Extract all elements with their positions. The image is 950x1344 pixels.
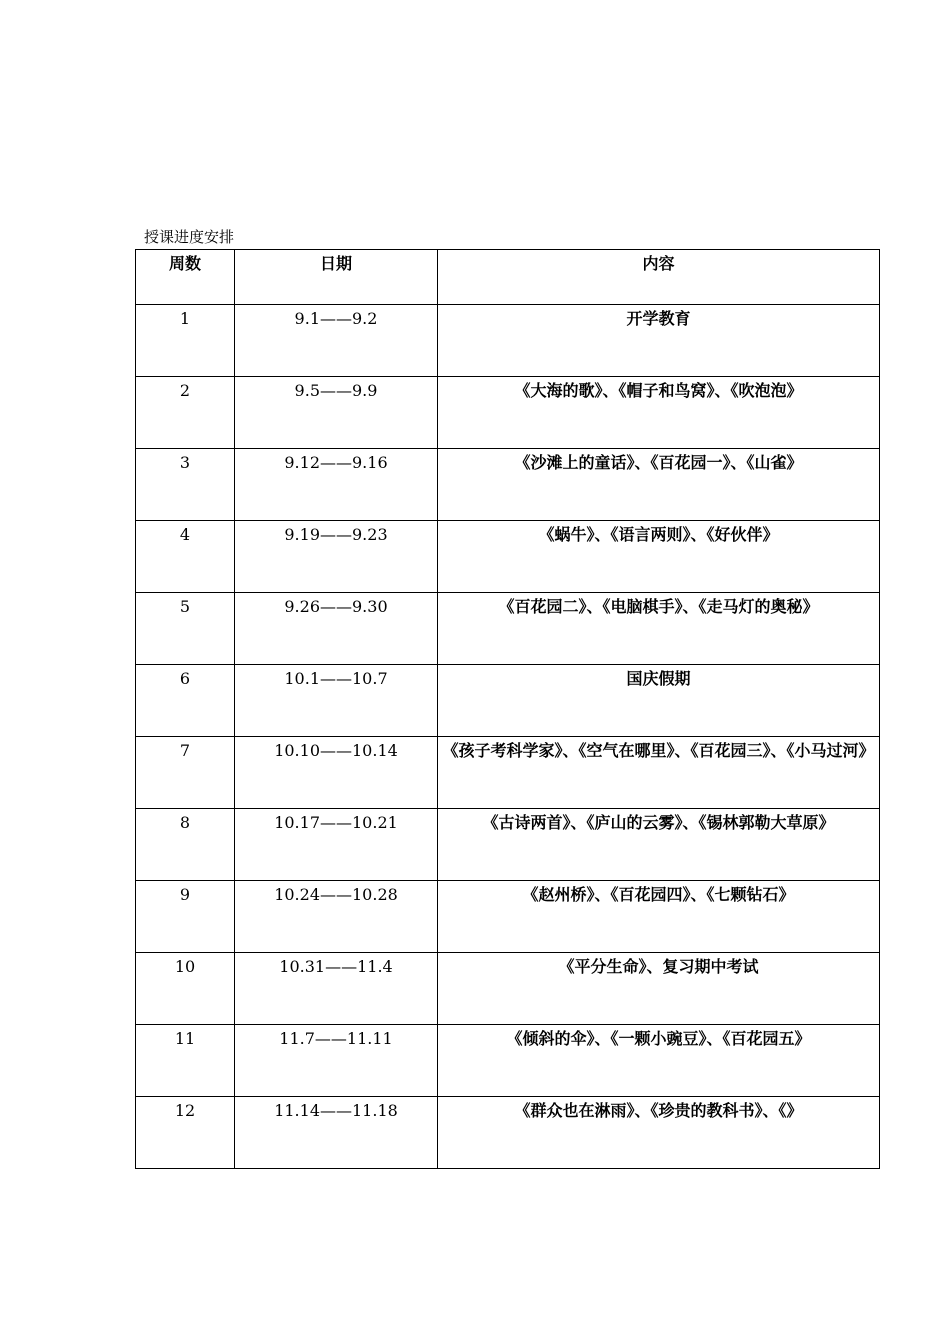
week-cell: 2 xyxy=(136,377,235,449)
content-cell: 开学教育 xyxy=(438,305,880,377)
date-cell: 10.24——10.28 xyxy=(235,881,438,953)
date-cell: 10.31——11.4 xyxy=(235,953,438,1025)
date-cell: 9.1——9.2 xyxy=(235,305,438,377)
week-cell: 10 xyxy=(136,953,235,1025)
table-row xyxy=(136,665,880,737)
table-row xyxy=(136,953,880,1025)
content-cell: 《大海的歌》、《帽子和鸟窝》、《吹泡泡》 xyxy=(438,377,880,449)
date-cell: 9.5——9.9 xyxy=(235,377,438,449)
content-cell: 《古诗两首》、《庐山的云雾》、《锡林郭勒大草原》 xyxy=(438,809,880,881)
table-row xyxy=(136,737,880,809)
date-cell: 10.10——10.14 xyxy=(235,737,438,809)
table-row xyxy=(136,593,880,665)
date-cell: 9.19——9.23 xyxy=(235,521,438,593)
date-cell: 9.12——9.16 xyxy=(235,449,438,521)
week-cell: 8 xyxy=(136,809,235,881)
week-cell: 6 xyxy=(136,665,235,737)
header-content: 内容 xyxy=(438,250,880,305)
header-week: 周数 xyxy=(136,250,235,305)
week-cell: 11 xyxy=(136,1025,235,1097)
table-row xyxy=(136,1025,880,1097)
week-cell: 9 xyxy=(136,881,235,953)
date-cell: 10.17——10.21 xyxy=(235,809,438,881)
table-row xyxy=(136,809,880,881)
content-cell: 《百花园二》、《电脑棋手》、《走马灯的奥秘》 xyxy=(438,593,880,665)
content-cell: 《赵州桥》、《百花园四》、《七颗钻石》 xyxy=(438,881,880,953)
header-date: 日期 xyxy=(235,250,438,305)
date-cell: 11.7——11.11 xyxy=(235,1025,438,1097)
week-cell: 3 xyxy=(136,449,235,521)
table-row xyxy=(136,521,880,593)
content-cell: 《群众也在淋雨》、《珍贵的教科书》、《》 xyxy=(438,1097,880,1169)
header-row xyxy=(136,250,880,305)
content-cell: 《孩子考科学家》、《空气在哪里》、《百花园三》、《小马过河》 xyxy=(438,737,880,809)
week-cell: 5 xyxy=(136,593,235,665)
week-cell: 12 xyxy=(136,1097,235,1169)
week-cell: 7 xyxy=(136,737,235,809)
week-cell: 4 xyxy=(136,521,235,593)
date-cell: 9.26——9.30 xyxy=(235,593,438,665)
content-cell: 《沙滩上的童话》、《百花园一》、《山雀》 xyxy=(438,449,880,521)
content-cell: 《平分生命》、复习期中考试 xyxy=(438,953,880,1025)
table-row xyxy=(136,1097,880,1169)
table-caption: 授课进度安排 xyxy=(144,228,235,246)
date-cell: 10.1——10.7 xyxy=(235,665,438,737)
table-row xyxy=(136,881,880,953)
date-cell: 11.14——11.18 xyxy=(235,1097,438,1169)
week-cell: 1 xyxy=(136,305,235,377)
content-cell: 《倾斜的伞》、《一颗小豌豆》、《百花园五》 xyxy=(438,1025,880,1097)
table-row xyxy=(136,449,880,521)
content-cell: 《蜗牛》、《语言两则》、《好伙伴》 xyxy=(438,521,880,593)
content-cell: 国庆假期 xyxy=(438,665,880,737)
table-row xyxy=(136,305,880,377)
schedule-table xyxy=(135,249,880,1169)
table-row xyxy=(136,377,880,449)
